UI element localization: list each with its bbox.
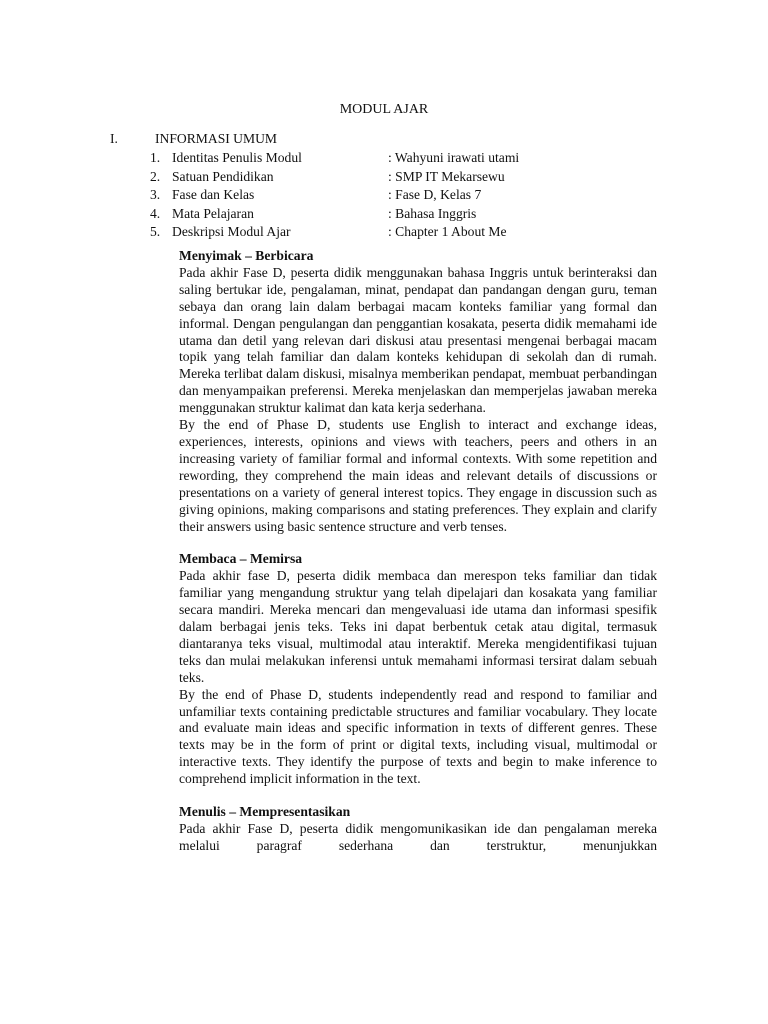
heading-reading-viewing: Membaca – Memirsa: [179, 551, 303, 567]
document-title: MODUL AJAR: [339, 102, 429, 117]
section-number: I.: [110, 131, 118, 146]
info-value: : Wahyuni irawati utami: [388, 150, 520, 165]
info-number: 1.: [150, 150, 161, 165]
section-title: INFORMASI UMUM: [155, 131, 277, 146]
info-row: [150, 187, 519, 206]
heading-listening-speaking: Menyimak – Berbicara: [179, 248, 314, 263]
paragraph-indonesian: Pada akhir fase D, peserta didik membaca dan merespon teks familiar dan tidak familiar yang mengandung struktur yang telah dipelajari dan kosakata yang familiar secara mandiri. Mereka mencari dan mengevaluasi ide utama dan informasi spesifik dalam berbagai jenis teks. Teks ini dapat berbentuk cetak atau digital, termasuk diantaranya teks visual, multimodal atau interaktif. Mereka mengidentifikasi tujuan teks dan mulai melakukan inferensi untuk memahami informasi tersirat dalam sebuah teks.: [179, 568, 657, 685]
info-number: 3.: [150, 187, 161, 203]
info-label: Deskripsi Modul Ajar: [172, 224, 291, 240]
info-label: Identitas Penulis Modul: [172, 150, 302, 165]
paragraph-english: By the end of Phase D, students independently read and respond to familiar and unfamiliar texts containing predictable structures and familiar vocabulary. They locate and evaluate main ideas and specific information in texts of different genres. These texts may be in the form of print or digital texts, including visual, multimodal or interactive texts. They identify the purpose of texts and begin to make inference to comprehend implicit information in the text.: [179, 686, 657, 787]
info-value: : Bahasa Inggris: [388, 205, 477, 221]
info-list: [150, 150, 519, 243]
info-row: [150, 206, 519, 225]
info-number: 5.: [150, 224, 161, 240]
info-value: : SMP IT Mekarsewu: [388, 168, 505, 184]
info-label: Satuan Pendidikan: [172, 168, 274, 184]
heading-writing-presenting: Menulis – Mempresentasikan: [179, 804, 351, 820]
info-value: : Chapter 1 About Me: [388, 224, 507, 240]
info-row: [150, 169, 519, 188]
truncated-paragraph-wrapper: [179, 821, 657, 855]
info-value: : Fase D, Kelas 7: [388, 187, 482, 203]
info-row: [150, 224, 519, 243]
paragraph-english: By the end of Phase D, students use English to interact and exchange ideas, experiences, interests, opinions and views with teachers, peers and others in an increasing variety of familiar formal and informal contexts. With some repetition and rewording, they comprehend the main ideas and relevant details of discussions or presentations on a variety of general interest topics. They engage in discussion such as giving opinions, making comparisons and stating preferences. They explain and clarify their answers using basic sentence structure and verb tenses.: [179, 417, 657, 534]
info-label: Fase dan Kelas: [172, 187, 255, 203]
info-row: [150, 150, 519, 169]
info-number: 2.: [150, 168, 161, 184]
info-number: 4.: [150, 205, 161, 221]
learning-outcomes: [179, 248, 657, 855]
spacer: [179, 788, 657, 804]
paragraph-indonesian: Pada akhir Fase D, peserta didik menggunakan bahasa Inggris untuk berinteraksi dan saling bertukar ide, pengalaman, minat, pendapat dan pandangan dengan guru, teman sebaya dan orang lain dalam berbagai macam konteks familiar yang formal dan informal. Dengan pengulangan dan penggantian kosakata, peserta didik memahami ide utama dan detil yang relevan dari diskusi atau presentasi mengenai berbagai macam topik yang telah familiar dan dalam konteks kehidupan di sekolah dan di rumah. Mereka terlibat dalam diskusi, misalnya memberikan pendapat, membuat perbandingan dan menyampaikan preferensi. Mereka menjelaskan dan memperjelas jawaban mereka menggunakan struktur kalimat dan kata kerja sederhana.: [179, 264, 657, 416]
spacer: [179, 535, 657, 551]
paragraph-indonesian: Pada akhir Fase D, peserta didik mengomunikasikan ide dan pengalaman mereka melalui paragraf sederhana dan terstruktur, menunjukkan: [179, 821, 657, 853]
info-label: Mata Pelajaran: [172, 205, 254, 221]
